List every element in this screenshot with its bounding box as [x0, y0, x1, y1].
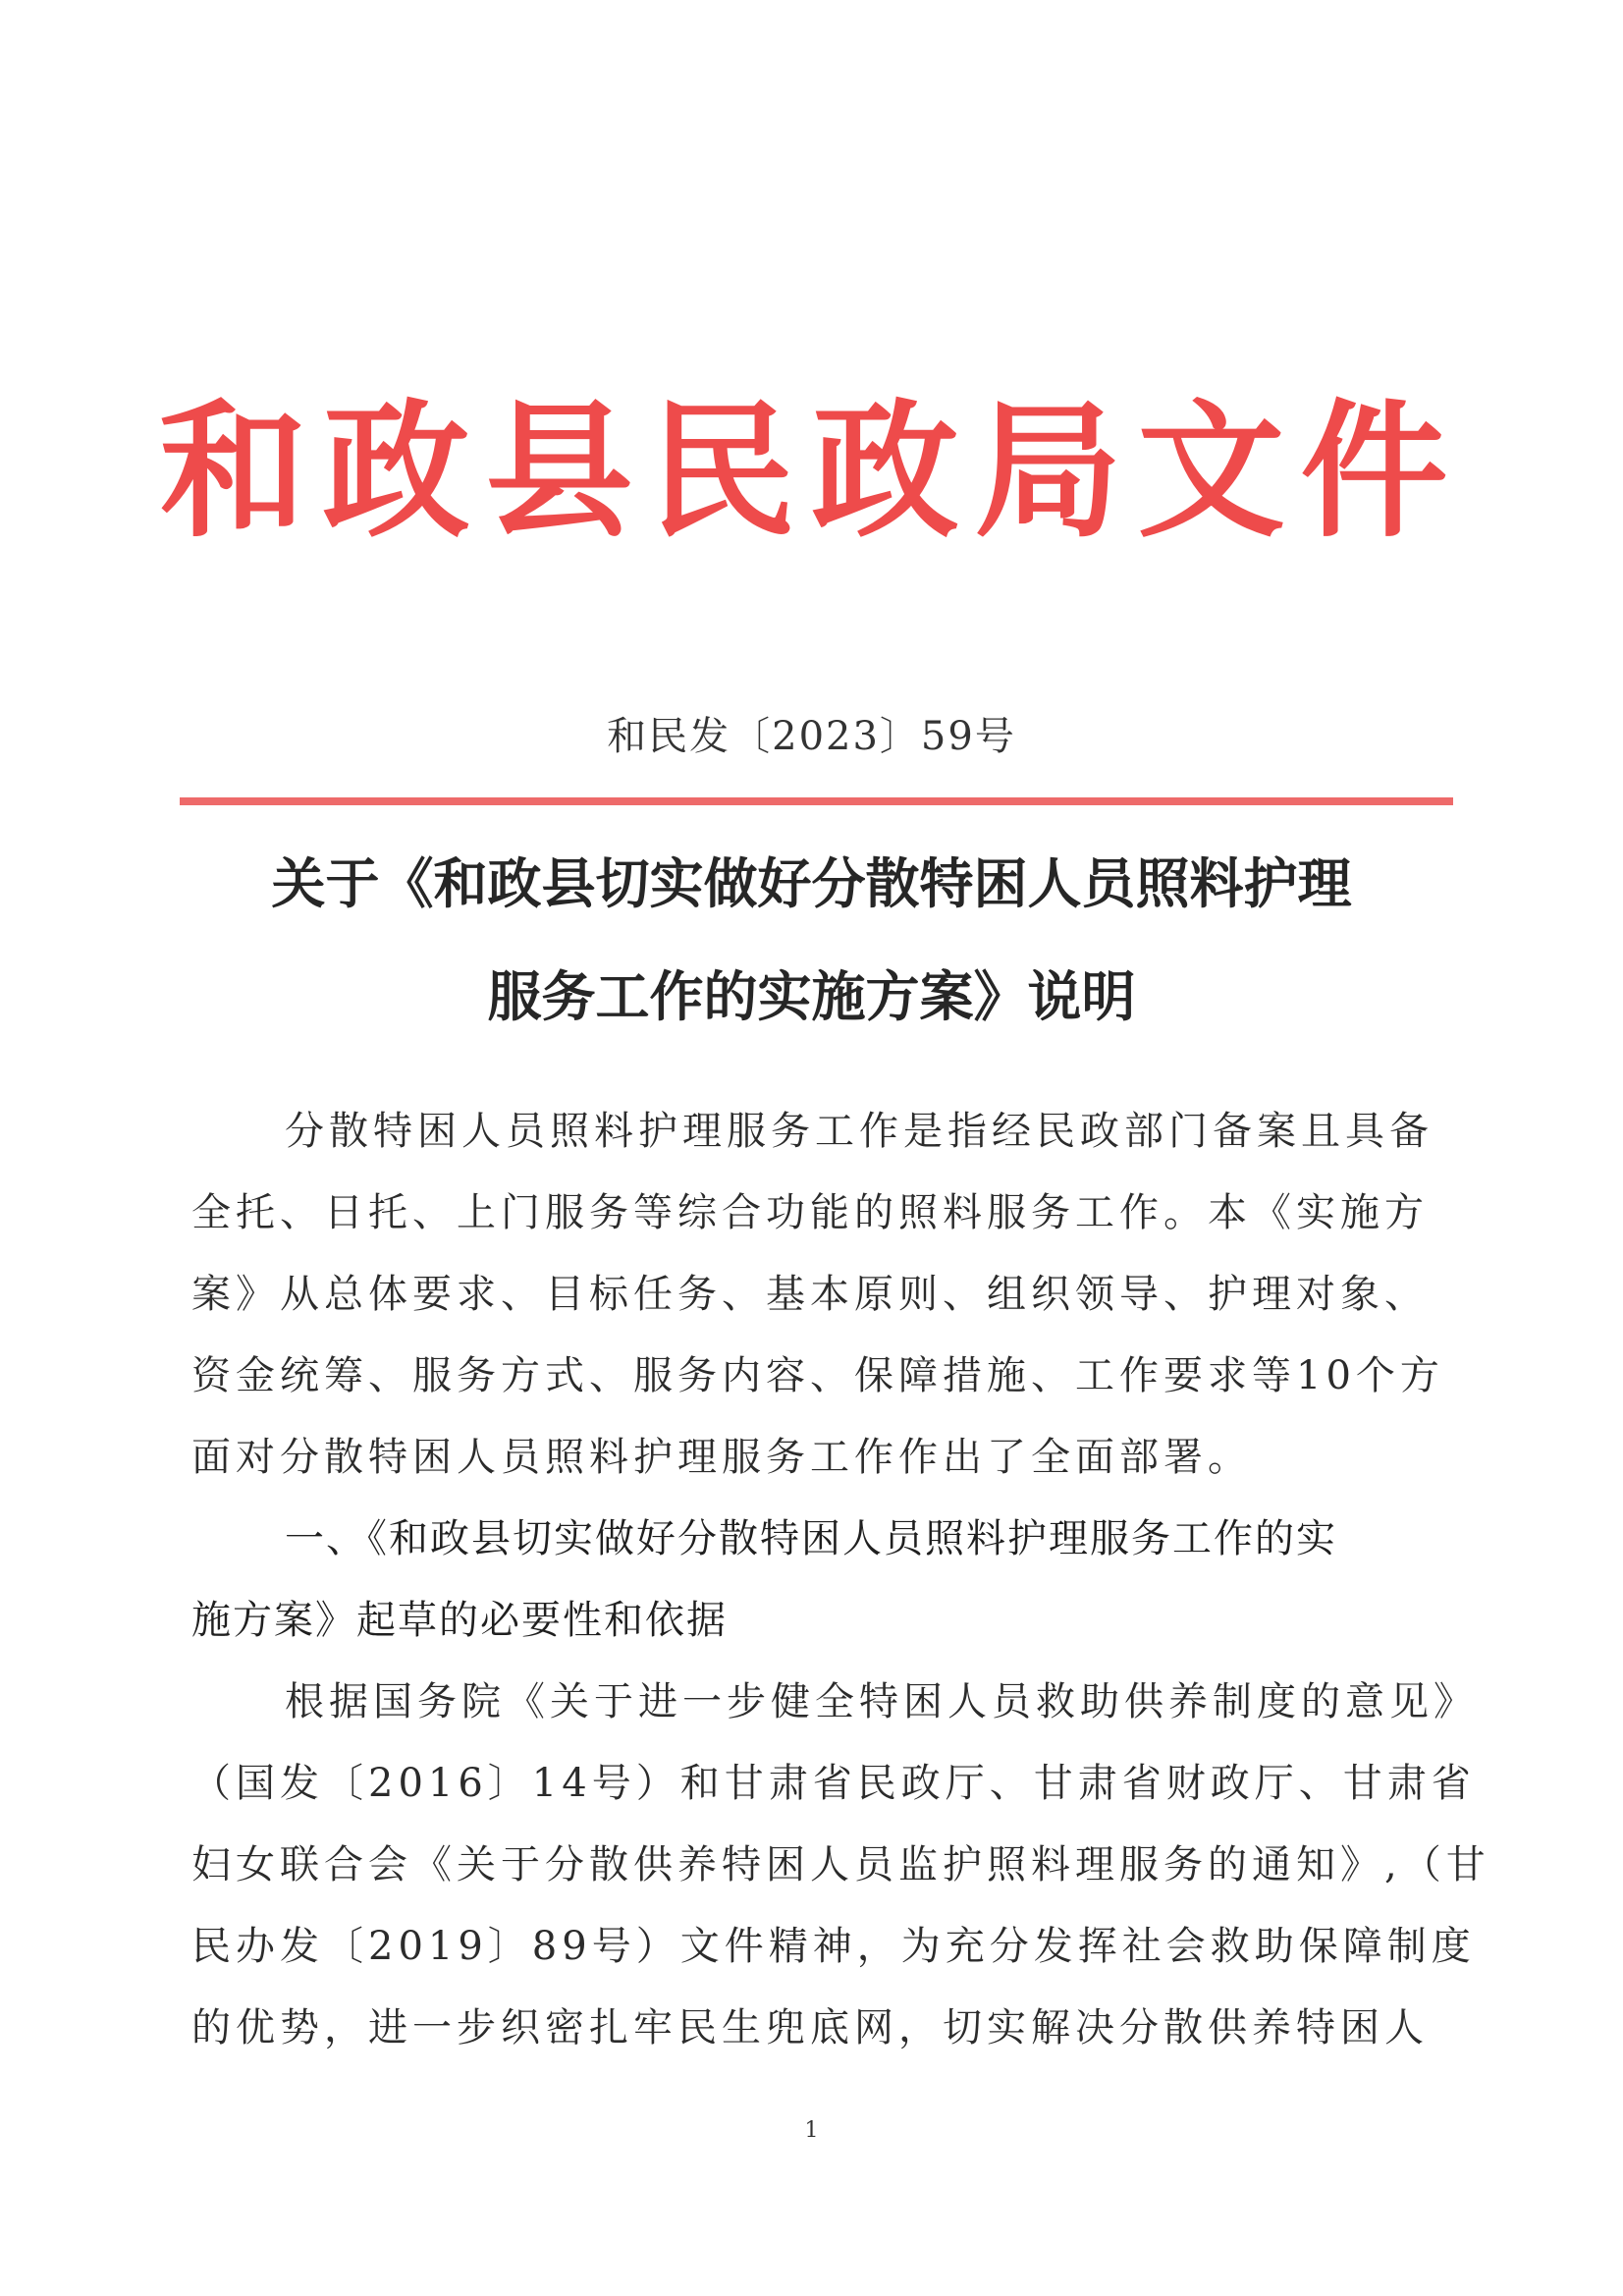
body-line: （国发〔2016〕14号）和甘肃省民政厅、甘肃省财政厅、甘肃省: [191, 1761, 1476, 1806]
body-line: 分散特困人员照料护理服务工作是指经民政部门备案且具备: [285, 1109, 1434, 1154]
document-number: 和民发〔2023〕59号: [607, 714, 1016, 759]
red-divider-line: [180, 797, 1453, 805]
body-line: 资金统筹、服务方式、服务内容、保障措施、工作要求等10个方: [191, 1353, 1444, 1398]
body-line: 民办发〔2019〕89号）文件精神，为充分发挥社会救助保障制度: [191, 1924, 1476, 1969]
document-title-line-2: 服务工作的实施方案》说明: [487, 965, 1136, 1028]
section-heading-line-1: 一、《和政县切实做好分散特困人员照料护理服务工作的实: [285, 1516, 1337, 1561]
body-line: 的优势，进一步织密扎牢民生兜底网，切实解决分散供养特困人: [191, 2005, 1429, 2050]
masthead-title: 和政县民政局文件: [159, 385, 1464, 558]
document-title-line-1: 关于《和政县切实做好分散特困人员照料护理: [271, 852, 1352, 915]
body-line: 妇女联合会《关于分散供养特困人员监护照料理服务的通知》,（甘: [191, 1842, 1490, 1887]
body-line: 面对分散特困人员照料护理服务工作作出了全面部署。: [191, 1435, 1252, 1480]
body-line: 全托、日托、上门服务等综合功能的照料服务工作。本《实施方: [191, 1190, 1429, 1235]
page-number: 1: [804, 2118, 819, 2143]
body-line: 根据国务院《关于进一步健全特困人员救助供养制度的意见》: [285, 1679, 1478, 1724]
body-line: 案》从总体要求、目标任务、基本原则、组织领导、护理对象、: [191, 1272, 1429, 1317]
section-heading-line-2: 施方案》起草的必要性和依据: [191, 1598, 728, 1643]
